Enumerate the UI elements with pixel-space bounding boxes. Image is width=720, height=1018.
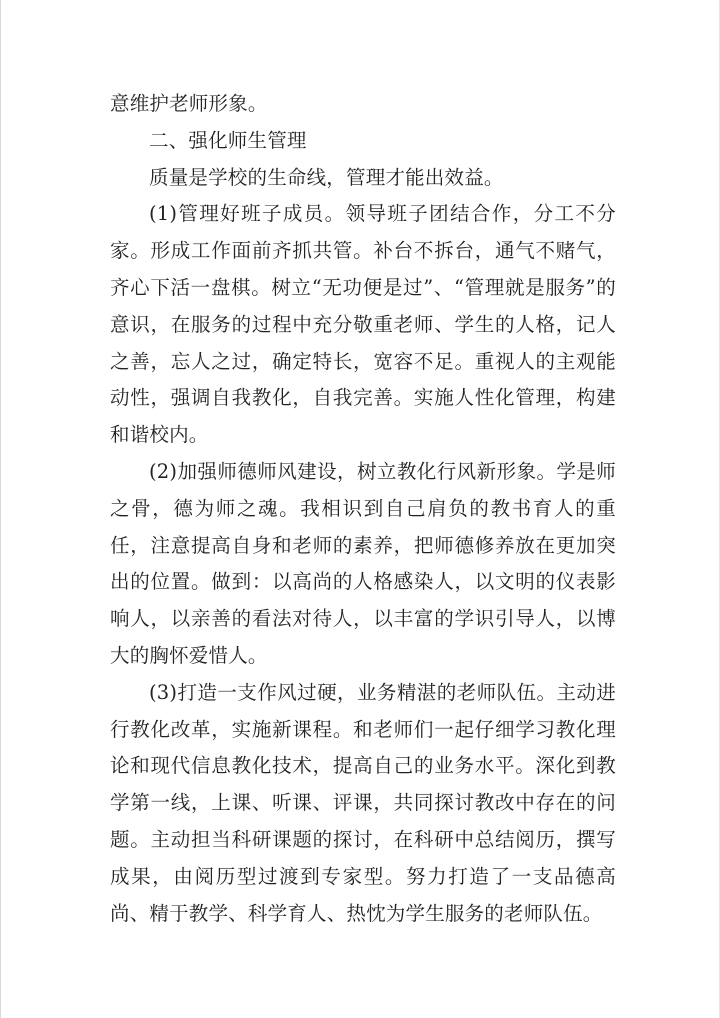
section-heading: 二、强化师生管理 [149,128,307,152]
paragraph-item-1: (1)管理好班子成员。领导班子团结合作，分工不分家。形成工作面前齐抓共管。补台不拆台，通气不赌气，齐心下活一盘棋。树立“无功便是过”、“管理就是服务”的意识，在服务的过程中充分敬重老师、学生的人格，记人之善，忘人之过，确定特长，宽容不足。重视人的主观能动性，强调自我教化，自我完善。实施人性化管理，构建和谐校内。 [110,202,616,447]
paragraph-intro: 质量是学校的生命线，管理才能出效益。 [149,165,504,189]
page-left-edge [0,0,1,1018]
paragraph-item-2: (2)加强师德师风建设，树立教化行风新形象。学是师之骨，德为师之魂。我相识到自己肩负的教书育人的重任，注意提高自身和老师的素养，把师德修养放在更加突出的位置。做到：以高尚的人格感染人，以文明的仪表影响人，以亲善的看法对待人，以丰富的学识引导人，以博大的胸怀爱惜人。 [110,459,616,667]
document-body [110,86,616,932]
paragraph-item-3: (3)打造一支作风过硬，业务精湛的老师队伍。主动进行教化改革，实施新课程。和老师们一起仔细学习教化理论和现代信息教化技术，提高自己的业务水平。深化到教学第一线，上课、听课、评课，共同探讨教改中存在的问题。主动担当科研课题的探讨，在科研中总结阅历，撰写成果，由阅历型过渡到专家型。努力打造了一支品德高尚、精于教学、科学育人、热忱为学生服务的老师队伍。 [110,680,616,925]
paragraph-continuation: 意维护老师形象。 [110,92,268,115]
